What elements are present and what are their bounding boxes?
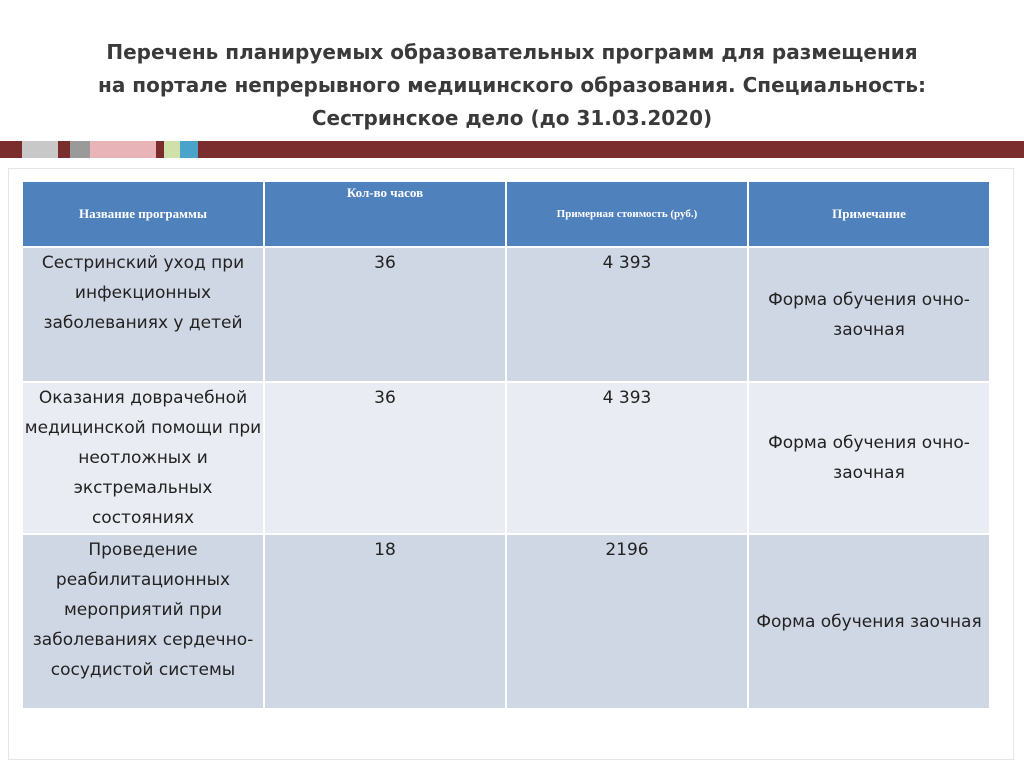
cell-note: Форма обучения очно-заочная [748,382,990,534]
cell-note: Форма обучения очно-заочная [748,247,990,382]
title-line-1: Перечень планируемых образовательных программ для размещения [106,40,918,64]
stripe-segment [70,141,90,158]
stripe-segment [90,141,156,158]
stripe-segment [0,141,22,158]
stripe-segment [164,141,180,158]
stripe-segment [58,141,70,158]
programs-table [21,180,991,710]
cell-hours: 18 [264,534,506,709]
cell-program-name: Сестринский уход при инфекционных заболеваниях у детей [22,247,264,382]
cell-hours: 36 [264,382,506,534]
header-hours: Кол-во часов [264,181,506,247]
table-row [22,247,990,382]
title-line-2: на портале непрерывного медицинского образования. Специальность: [98,73,926,97]
stripe-segment [22,141,58,158]
cell-cost: 4 393 [506,382,748,534]
cell-cost: 4 393 [506,247,748,382]
cell-cost: 2196 [506,534,748,709]
stripe-segment [180,141,198,158]
header-cost [506,181,748,247]
cell-program-name: Проведение реабилитационных мероприятий при заболеваниях сердечно-сосудистой системы [22,534,264,709]
cell-program-name: Оказания доврачебной медицинской помощи при неотложных и экстремальных состояниях [22,382,264,534]
stripe-segment [156,141,164,158]
table-header-row [22,181,990,247]
cell-note: Форма обучения заочная [748,534,990,709]
cell-hours: 36 [264,247,506,382]
page-title [0,36,1024,135]
stripe-segment [198,141,1024,158]
header-note: Примечание [748,181,990,247]
table-row [22,534,990,709]
title-line-3: Сестринское дело (до 31.03.2020) [311,106,713,130]
table-row [22,382,990,534]
header-cost-label: Примерная стоимость (руб.) [556,208,698,220]
header-program-name: Название программы [22,181,264,247]
